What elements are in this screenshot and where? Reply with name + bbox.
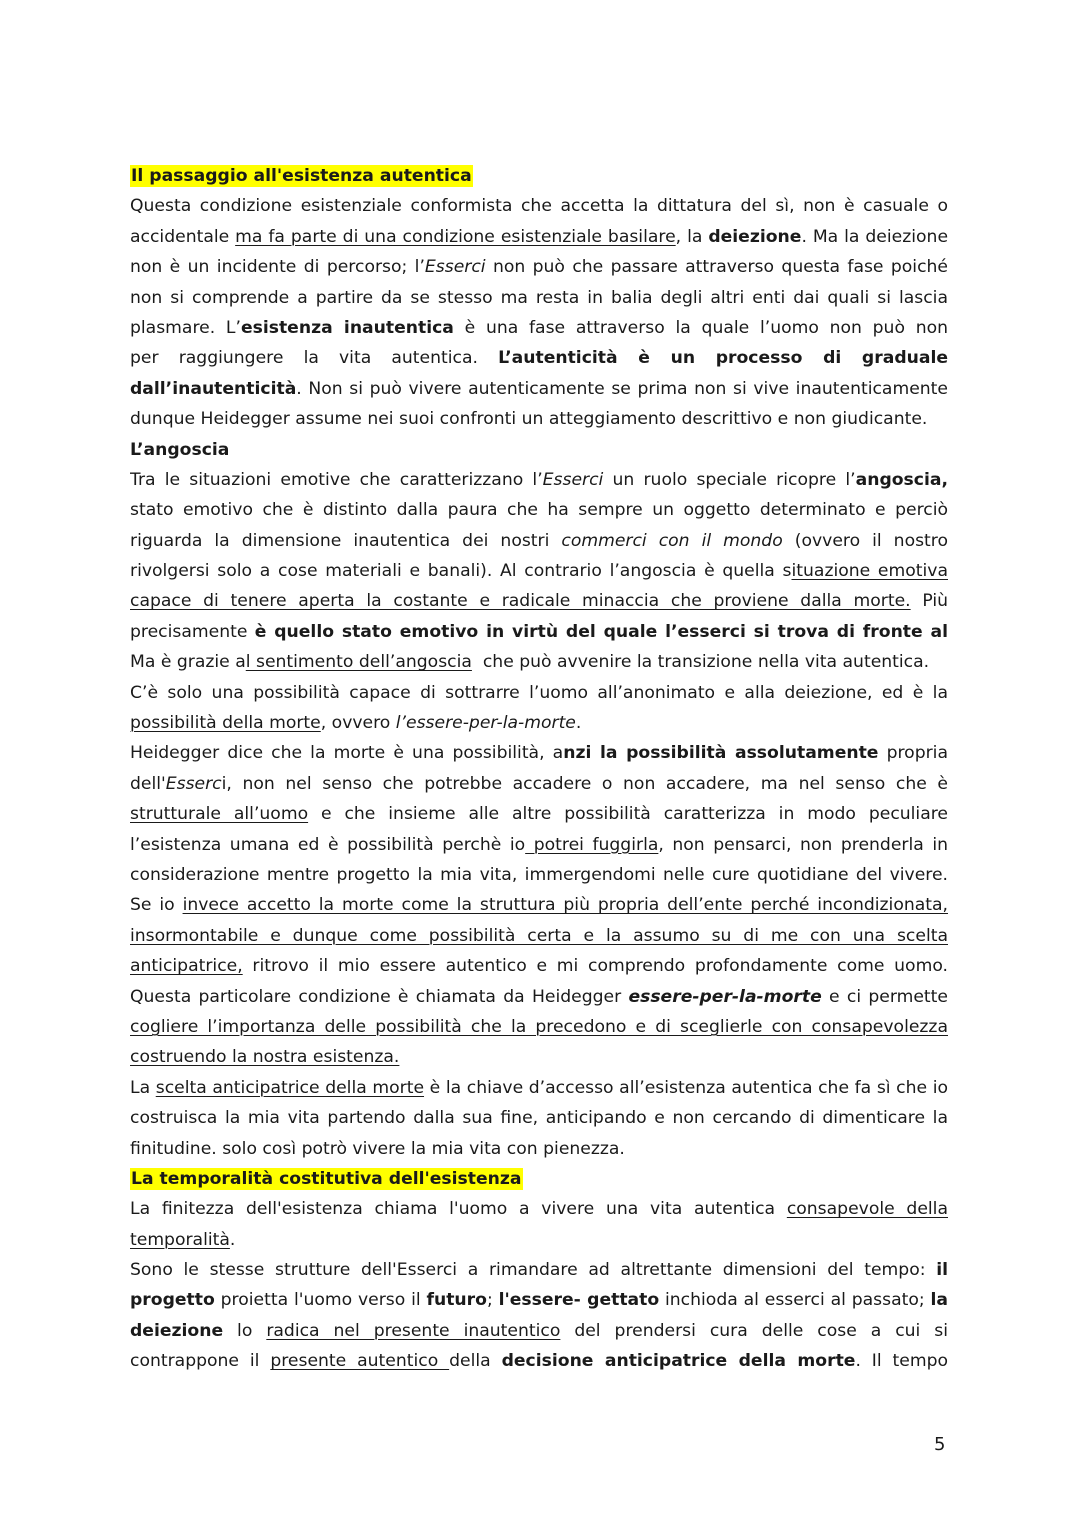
text-line (130, 222, 948, 252)
text-line (130, 191, 948, 221)
text-span: l sentimento dell’angoscia (245, 652, 472, 673)
text-span: L’autenticità è un processo di graduale (498, 348, 948, 369)
text-span: dall’inautenticità (130, 378, 297, 399)
text-line (130, 404, 948, 434)
text-span: C’è solo una possibilità capace di sottrarre l’uomo all’anonimato e alla deiezione, ed è la (130, 682, 948, 703)
text-line (130, 1346, 948, 1376)
text-span: e che insieme alle altre possibilità caratterizza in modo peculiare (308, 804, 948, 825)
text-span: il (936, 1260, 948, 1281)
text-span: consapevole della (786, 1199, 948, 1220)
text-span: non è un incidente di percorso; l’ (130, 257, 425, 278)
text-span: deiezione (708, 226, 802, 247)
text-line (130, 982, 948, 1012)
text-span: è quello stato emotivo in virtù del quale l’esserci si trova di fronte al (254, 621, 948, 642)
text-span: plasmare. L’ (130, 317, 241, 338)
text-span: della (449, 1351, 502, 1372)
text-span: capace di tenere aperta la costante e radicale minaccia che proviene dalla morte. (130, 591, 911, 612)
text-span: Questa condizione esistenziale conformista che accetta la dittatura del sì, non è casuale o (130, 196, 948, 217)
text-line (130, 283, 948, 313)
text-span: , non pensarci, non prenderla in (658, 834, 948, 855)
text-span: e ci permette (821, 986, 948, 1007)
text-span: . (575, 713, 582, 734)
text-line (130, 1316, 948, 1346)
text-span: ituazione emotiva (791, 561, 948, 582)
text-span: L’angoscia (130, 439, 230, 460)
text-span: ritrovo il mio essere autentico e mi comprendo profondamente come uomo. (242, 956, 948, 977)
text-span: insormontabile e dunque come possibilità certa e la assumo su di me con una scelta (130, 925, 948, 946)
text-line (130, 435, 948, 465)
text-span: costruendo la nostra esistenza. (130, 1047, 400, 1068)
text-line (130, 890, 948, 920)
text-span: Esserci (424, 257, 486, 278)
text-line (130, 556, 948, 586)
text-line (130, 738, 948, 768)
text-span: futuro (426, 1290, 487, 1311)
text-span: Questa particolare condizione è chiamata da Heidegger (130, 986, 629, 1007)
text-span: radica nel presente inautentico (266, 1320, 561, 1341)
page-number: 5 (934, 1434, 946, 1455)
text-line (130, 1255, 948, 1285)
text-span: accidentale (130, 226, 236, 247)
text-span: esistenza inautentica (240, 317, 454, 338)
text-span: del prendersi cura delle cose a cui si (560, 1320, 948, 1341)
text-line (130, 1134, 948, 1164)
text-span: Se io (130, 895, 183, 916)
text-line (130, 1285, 948, 1315)
text-span: non può che passare attraverso questa fase poiché (485, 257, 948, 278)
text-span: . Non si può vivere autenticamente se prima non si vive inautenticamente (296, 378, 948, 399)
text-line (130, 860, 948, 890)
text-span: dunque Heidegger assume nei suoi confronti un atteggiamento descrittivo e non giudicante. (130, 409, 928, 430)
text-line (130, 1194, 948, 1224)
text-span: . Ma la deiezione (801, 226, 948, 247)
text-line (130, 586, 948, 616)
text-span: proietta l'uomo verso il (214, 1290, 427, 1311)
text-line (130, 161, 948, 191)
text-line (130, 678, 948, 708)
text-span: rivolgersi solo a cose materiali e banali). Al contrario l’angoscia è quella s (130, 561, 792, 582)
text-span: , ovvero (320, 713, 396, 734)
text-line (130, 830, 948, 860)
text-span: . (229, 1229, 236, 1250)
text-span: contrappone il (130, 1351, 271, 1372)
text-span: nzi la possibilità assolutamente (563, 743, 879, 764)
text-span: riguarda la dimensione inautentica dei nostri (130, 530, 562, 551)
text-line (130, 647, 948, 677)
document-page (130, 161, 948, 1377)
text-span: progetto (130, 1290, 215, 1311)
text-span: Più (910, 591, 948, 612)
text-span: strutturale all’uomo (130, 804, 309, 825)
text-line (130, 1164, 948, 1194)
text-span: commerci con il mondo (561, 530, 783, 551)
text-span: ; (486, 1290, 499, 1311)
text-span: costruisca la mia vita partendo dalla sua fine, anticipando e non cercando di dimenticare la (130, 1108, 948, 1129)
text-span: la (930, 1290, 948, 1311)
text-span: cogliere l’importanza delle possibilità che la precedono e di sceglierle con consapevolezza (130, 1016, 948, 1037)
text-span: considerazione mentre progetto la mia vita, immergendomi nelle cure quotidiane del vivere. (130, 864, 948, 885)
text-span: essere-per-la-morte (628, 986, 822, 1007)
text-line (130, 708, 948, 738)
text-span: propria (878, 743, 948, 764)
text-span: precisamente (130, 621, 255, 642)
text-span: Esserc (165, 773, 222, 794)
text-line (130, 1042, 948, 1072)
text-span: Esserci (542, 469, 604, 490)
text-span: Sono le stesse strutture dell'Esserci a rimandare ad altrettante dimensioni del tempo: (130, 1260, 937, 1281)
text-line (130, 617, 948, 647)
text-line (130, 252, 948, 282)
text-span: è una fase attraverso la quale l’uomo non può non (464, 317, 948, 338)
text-span: inchioda al esserci al passato; (659, 1290, 931, 1311)
text-span: l’esistenza umana ed è possibilità perchè io (130, 834, 526, 855)
text-span: lo (223, 1320, 267, 1341)
text-span: un ruolo speciale ricopre l’ (603, 469, 856, 490)
text-line (130, 921, 948, 951)
text-span: l'essere- gettato (498, 1290, 660, 1311)
text-line (130, 343, 948, 373)
text-line (130, 951, 948, 981)
text-span: non si comprende a partire da se stesso ma resta in balia degli altri enti dai quali si lascia (130, 287, 948, 308)
text-span: invece accetto la morte come la struttura più propria dell’ente perché incondizionata, (182, 895, 948, 916)
text-span: Tra le situazioni emotive che caratterizzano l’ (130, 469, 543, 490)
text-span: deiezione (130, 1320, 224, 1341)
text-line (130, 1073, 948, 1103)
text-line (130, 465, 948, 495)
text-span: Ma è grazie a (130, 652, 246, 673)
text-span: angoscia, (855, 469, 948, 490)
text-span: (ovvero il nostro (782, 530, 948, 551)
text-span: è la chiave d’accesso all’esistenza autentica che fa sì che io (424, 1077, 948, 1098)
text-line (130, 1225, 948, 1255)
text-span: . Il tempo (855, 1351, 948, 1372)
text-span: stato emotivo che è distinto dalla paura che ha sempre un oggetto determinato e perciò (130, 500, 948, 521)
section-heading: La temporalità costitutiva dell'esistenza (131, 1168, 522, 1189)
text-span: per raggiungere la vita autentica. (130, 348, 499, 369)
text-line (130, 526, 948, 556)
text-span: decisione anticipatrice della morte (501, 1351, 856, 1372)
text-span: dell' (130, 773, 166, 794)
text-span: possibilità della morte (130, 713, 321, 734)
text-span: Heidegger dice che la morte è una possibilità, a (130, 743, 564, 764)
text-span: potrei fuggirla (525, 834, 659, 855)
text-line (130, 374, 948, 404)
text-span: i, non nel senso che potrebbe accadere o non accadere, ma nel senso che è (221, 773, 948, 794)
text-line (130, 495, 948, 525)
text-line (130, 799, 948, 829)
text-line (130, 1103, 948, 1133)
text-span: , la (675, 226, 709, 247)
text-span: che può avvenire la transizione nella vita autentica. (471, 652, 930, 673)
section-heading: Il passaggio all'esistenza autentica (131, 166, 472, 186)
text-span: La (130, 1077, 156, 1098)
text-span: anticipatrice, (130, 956, 243, 977)
text-span: ma fa parte di una condizione esistenziale basilare (235, 226, 676, 247)
text-line (130, 313, 948, 343)
text-line (130, 769, 948, 799)
text-span: finitudine. solo così potrò vivere la mia vita con pienezza. (130, 1138, 625, 1159)
text-span: presente autentico (270, 1351, 450, 1372)
text-span: temporalità (130, 1229, 230, 1250)
text-span: l’essere-per-la-morte (395, 713, 576, 734)
text-span: La finitezza dell'esistenza chiama l'uomo a vivere una vita autentica (130, 1199, 787, 1220)
text-line (130, 1012, 948, 1042)
text-span: scelta anticipatrice della morte (155, 1077, 425, 1098)
